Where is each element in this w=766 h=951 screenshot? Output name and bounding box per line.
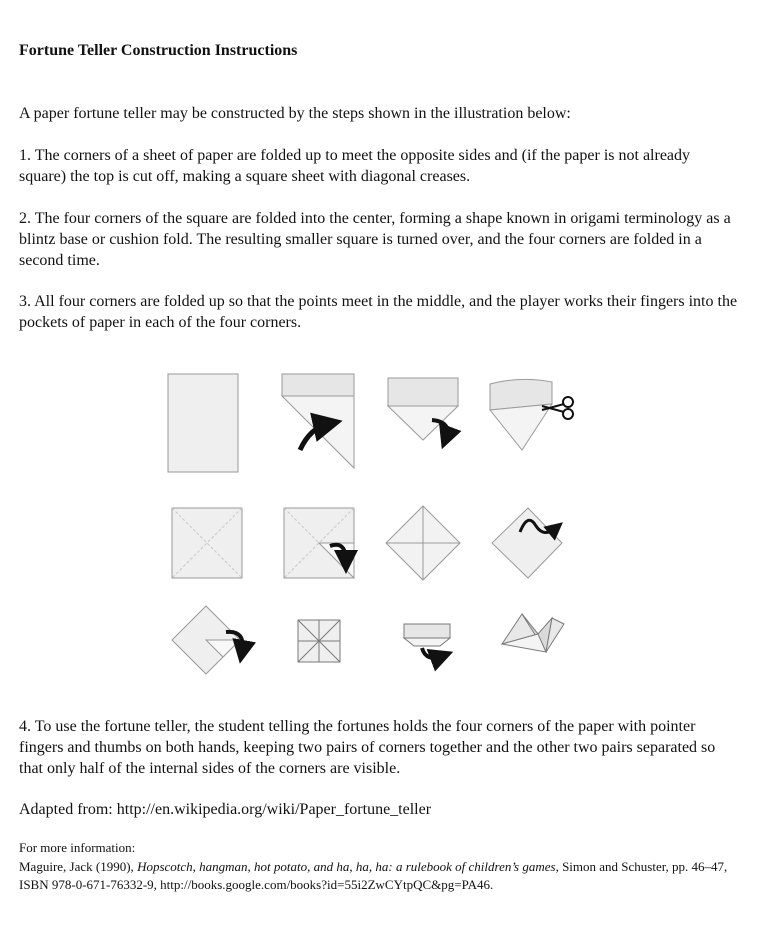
citation-prefix: Maguire, Jack (1990), (19, 859, 138, 874)
step-4-paragraph: 4. To use the fortune teller, the student telling the fortunes holds the four corners of the paper with pointer fingers and thumbs on both hands, keeping two pairs of corners together and the other two pairs separated so that only half of the internal sides of the corners are visible. (19, 718, 716, 777)
fold-step-9-second-fold (172, 606, 243, 674)
fold-step-4-cut-top (490, 379, 573, 450)
fold-step-5-creased-square (172, 508, 242, 578)
fold-step-12-finished-fortune-teller (502, 614, 564, 652)
fold-step-10-small-square (298, 620, 340, 662)
folding-illustration (160, 362, 580, 682)
citation-suffix: , Simon and Schuster, pp. 46–47, ISBN 978-0-671-76332-9, http://books.google.com/books?id=55i2ZwCYtpQC&pg=PA46. (19, 859, 728, 892)
citation (19, 858, 739, 894)
intro-paragraph: A paper fortune teller may be constructed by the steps shown in the illustration below: (19, 105, 571, 122)
fold-step-11-fold-in-half (404, 624, 450, 658)
step-2-paragraph: 2. The four corners of the square are folded into the center, forming a shape known in origami terminology as a blintz base or cushion fold. The resulting smaller square is turned over, and the four corners are folded in a second time. (19, 210, 731, 269)
more-info-heading: For more information: (19, 840, 136, 855)
step-1-paragraph: 1. The corners of a sheet of paper are folded up to meet the opposite sides and (if the paper is not already square) the top is cut off, making a square sheet with diagonal creases. (19, 147, 691, 185)
adapted-from-line: Adapted from: http://en.wikipedia.org/wiki/Paper_fortune_teller (19, 801, 432, 818)
fold-step-6-corner-to-center (284, 508, 354, 578)
citation-book-title: Hopscotch, hangman, hot potato, and ha, ha, ha: a rulebook of children’s games (137, 859, 556, 874)
fold-step-1-sheet (168, 374, 238, 472)
step-3-paragraph: 3. All four corners are folded up so that the points meet in the middle, and the player works their fingers into the pockets of paper in each of the four corners. (19, 293, 738, 331)
fold-step-2-corner-fold (282, 374, 354, 468)
fold-step-7-blintz-base (386, 506, 460, 580)
document-title: Fortune Teller Construction Instructions (19, 42, 298, 59)
fold-step-8-turn-over (492, 508, 562, 578)
fold-step-3-triangle-fold (388, 378, 458, 440)
